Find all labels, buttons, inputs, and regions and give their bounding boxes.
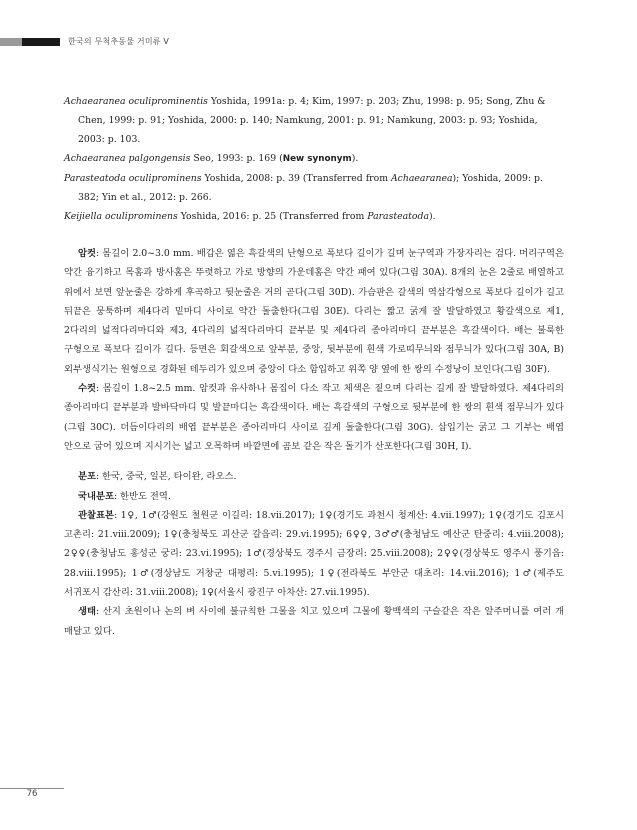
synonym-tail: ). bbox=[428, 211, 436, 222]
header-bar-black bbox=[22, 38, 60, 46]
taxon-name: Keijiella oculiprominens bbox=[64, 211, 178, 222]
ecology-text: : 산지 초원이나 논의 벼 사이에 불규칙한 그물을 치고 있으며 그물에 황백색의 구슬같은 작은 알주머니를 여러 개 매달고 있다. bbox=[64, 606, 564, 637]
taxon-name-transferred: Parasteatoda bbox=[367, 211, 429, 222]
new-synonym-label: New synonym bbox=[282, 154, 352, 164]
synonym-list bbox=[64, 92, 564, 226]
female-label: 암컷 bbox=[78, 248, 96, 259]
synonym-tail: ). bbox=[351, 153, 359, 164]
distribution bbox=[64, 467, 564, 486]
distribution-label: 분포 bbox=[78, 471, 96, 483]
female-text: : 몸길이 2.0~3.0 mm. 배갑은 엷은 흑갈색의 난형으로 폭보다 길이가 길며 눈구역과 가장자리는 검다. 머리구역은 약간 융기하고 목홈과 방사홈은 뚜렷하고 가로 방향의 가운데홈은 약간 패여 있다(그림 30A). 8개의 눈은 2줄로 배열하고 위에서 보면 앞눈줄은 강하게 후곡하고 뒷눈줄은 거의 곧다(그림 30D). 가슴판은 갈색의 역삼각형으로 폭보다 길이가 길고 뒤끝은 뭉툭하며 제4다리 밑마디 사이로 약간 돌출한다(그림 30E). 다리는 짧고 굵게 잘 발달하였고 황갈색으로 제1, 2다리의 넓적다리마디와 제3, 4다리의 넓적다리마디 끝부분 및 제4다리 종아리마디 끝부분은 흑갈색이다. 배는 불룩한 구형으로 폭보다 길이가 길다. 등면은 회갈색으로 앞부분, 중앙, 뒷부분에 흰색 가로띠무늬와 점무늬가 있다(그림 30A, B) 외부생식기는 원형으로 경화된 테두리가 있으며 중앙이 다소 함입하고 위쪽 양 옆에 한 쌍의 수정낭이 보인다(그림 30F). bbox=[64, 248, 564, 375]
synonym-citation: Yoshida, 2008: p. 39 (Transferred from bbox=[201, 173, 391, 184]
domestic-distribution-label: 국내분포 bbox=[78, 490, 114, 502]
synonym-citation: Yoshida, 1991a: p. 4; Kim, 1997: p. 203; Zhu, 1998: p. 95; Song, Zhu & Chen, 1999: p. 91; Yoshida, 2000: p. 140; Namkung, 2001: p. 91; Namkung, 2003: p. 93; Yoshida, 2003: p. 103. bbox=[78, 96, 546, 145]
synonym-entry bbox=[64, 169, 564, 207]
ecology bbox=[64, 602, 564, 641]
taxon-name: Achaearanea oculiprominentis bbox=[64, 96, 208, 107]
synonym-tail: ); Yoshida, 2009: p. 382; Yin et al., 2012: p. 266. bbox=[78, 173, 543, 203]
taxon-name: Parasteatoda oculiprominens bbox=[64, 173, 202, 184]
running-header: 한국의 무척추동물 거미류 V bbox=[68, 37, 170, 46]
page-number: 76 bbox=[26, 789, 38, 799]
synonym-entry bbox=[64, 207, 564, 226]
synonym-entry bbox=[64, 92, 564, 149]
specimens-examined bbox=[64, 506, 564, 602]
female-description bbox=[64, 244, 564, 379]
male-label: 수컷 bbox=[78, 383, 96, 395]
header-bar bbox=[0, 38, 60, 46]
distribution-text: : 한국, 중국, 일본, 타이완, 라오스. bbox=[95, 471, 237, 483]
species-description bbox=[64, 244, 564, 641]
male-description bbox=[64, 379, 564, 456]
synonym-citation: Seo, 1993: p. 169 ( bbox=[190, 153, 283, 164]
taxon-name-transferred: Achaearanea bbox=[390, 173, 453, 184]
male-text: : 몸길이 1.8~2.5 mm. 암컷과 유사하나 몸집이 다소 작고 체색은 짙으며 다리는 길게 잘 발달하였다. 제4다리의 종아리마디 끝부분과 발바닥마디 및 발끝마디는 흑갈색이다. 배는 흑갈색의 구형으로 뒷부분에 한 쌍의 흰색 점무늬가 있다(그림 30C). 더듬이다리의 배엽 끝부분은 종아리마디 사이로 깊게 돌출한다(그림 30G). 삽입기는 굵고 그 기부는 배엽 안으로 굽어 있으며 지시기는 넓고 오목하며 바깥면에 곰보 같은 작은 돌기가 산포한다(그림 30H, I). bbox=[64, 383, 564, 452]
synonym-entry bbox=[64, 149, 564, 169]
synonym-citation: Yoshida, 2016: p. 25 (Transferred from bbox=[177, 211, 368, 222]
taxon-name: Achaearanea palgongensis bbox=[64, 153, 191, 164]
specimens-label: 관찰표본 bbox=[78, 509, 114, 521]
domestic-distribution-text: : 한반도 전역. bbox=[113, 490, 171, 502]
ecology-label: 생태 bbox=[78, 606, 96, 618]
header-bar-gray bbox=[0, 38, 22, 46]
specimens-text: : 1♀, 1♂(강원도 철원군 이길리: 18.vii.2017); 1♀(경기도 과천시 청계산: 4.vii.1997); 1♀(경기도 김포시 고촌리: 21.viii.2009); 1♀(충청북도 괴산군 갈읍리: 29.vi.1995); 6♀♀, 3♂♂(충청남도 예산군 탄중리: 4.viii.2008); 2♀♀(충청남도 홍성군 궁리: 23.vi.1995); 1♂(경상북도 경주시 금장리: 25.viii.2008); 2♀♀(경상북도 영주시 풍기읍: 28.viii.1995); 1♂(경상남도 거창군 대평리: 5.vi.1995); 1♀(전라북도 부안군 대초리: 14.vii.2016); 1♂(제주도 서귀포시 감산리: 31.viii.2008); 1♀(서울시 광진구 아차산: 27.vii.1995). bbox=[64, 509, 564, 599]
domestic-distribution bbox=[64, 487, 564, 506]
